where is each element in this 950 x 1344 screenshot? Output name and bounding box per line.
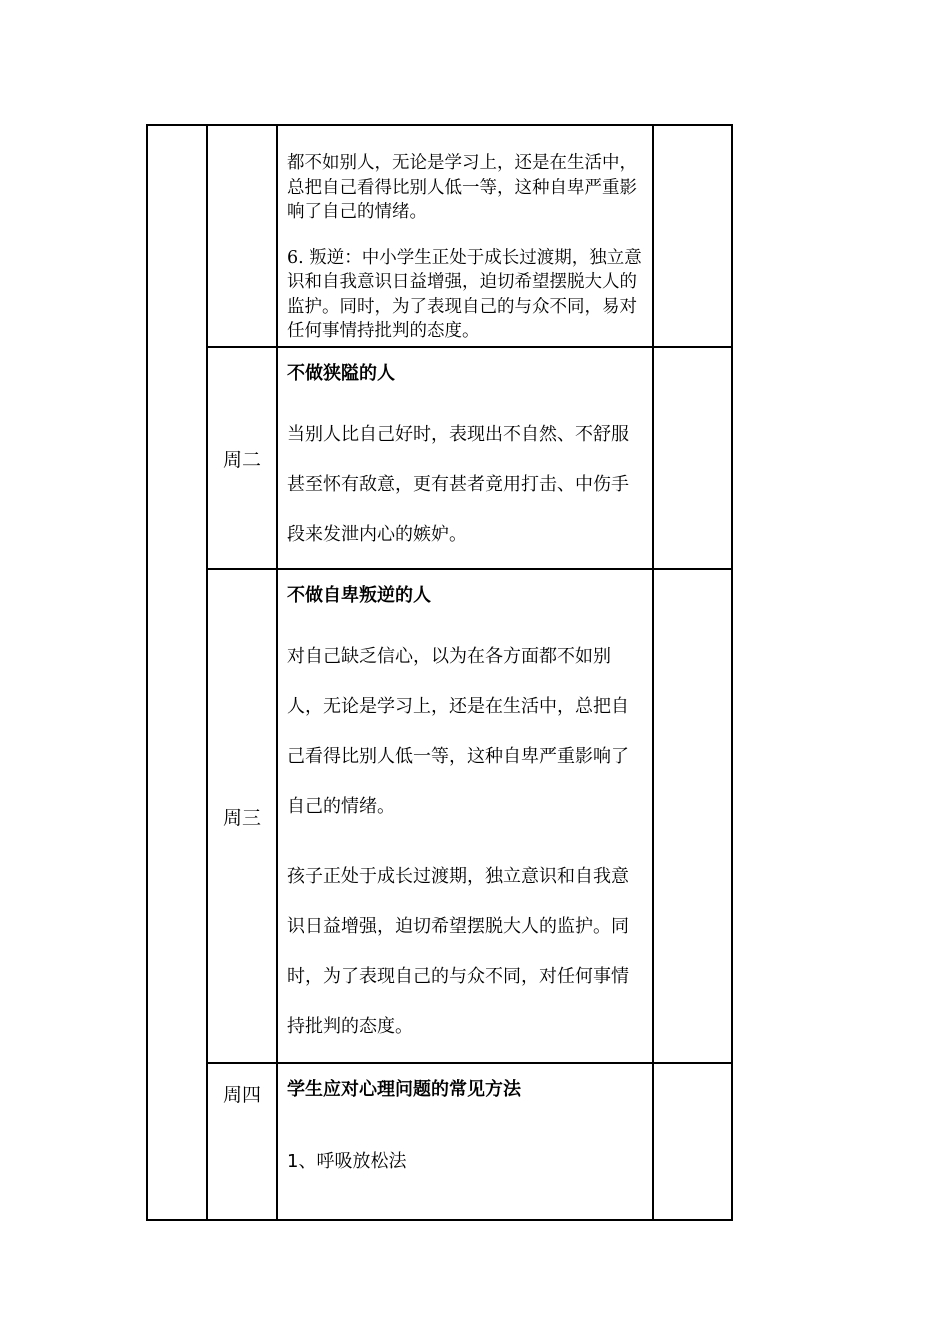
paragraph: 当别人比自己好时，表现出不自然、不舒服甚至怀有敌意，更有甚者竟用打击、中伤手段来发泄内心的嫉妒。 bbox=[287, 424, 629, 545]
content-cell bbox=[277, 1063, 653, 1220]
table-row bbox=[147, 347, 732, 569]
table-row bbox=[147, 1063, 732, 1220]
section-heading: 学生应对心理问题的常见方法 bbox=[287, 1079, 521, 1100]
day-cell bbox=[207, 569, 277, 1063]
day-cell bbox=[207, 347, 277, 569]
empty-right-cell bbox=[653, 347, 732, 569]
empty-right-cell bbox=[653, 1063, 732, 1220]
schedule-table bbox=[146, 124, 733, 1221]
day-cell bbox=[207, 125, 277, 347]
paragraph: 对自己缺乏信心，以为在各方面都不如别人，无论是学习上，还是在生活中，总把自己看得比别人低一等，这种自卑严重影响了自己的情绪。 bbox=[287, 646, 629, 817]
table-row bbox=[147, 569, 732, 1063]
empty-left-cell bbox=[147, 125, 207, 1220]
paragraph: 都不如别人，无论是学习上，还是在生活中，总把自己看得比别人低一等，这种自卑严重影响了自己的情绪。 bbox=[287, 153, 637, 222]
day-label: 周二 bbox=[222, 448, 261, 471]
list-item: 1、呼吸放松法 bbox=[287, 1151, 407, 1172]
day-label: 周四 bbox=[222, 1084, 261, 1106]
empty-right-cell bbox=[653, 569, 732, 1063]
content-cell bbox=[277, 569, 653, 1063]
table-row bbox=[147, 125, 732, 347]
day-cell bbox=[207, 1063, 277, 1220]
day-label: 周三 bbox=[222, 806, 261, 829]
section-heading: 不做自卑叛逆的人 bbox=[287, 585, 431, 606]
paragraph: 孩子正处于成长过渡期，独立意识和自我意识日益增强，迫切希望摆脱大人的监护。同时，为了表现自己的与众不同，对任何事情持批判的态度。 bbox=[287, 866, 629, 1037]
content-cell bbox=[277, 347, 653, 569]
section-heading: 不做狭隘的人 bbox=[287, 363, 395, 384]
content-cell bbox=[277, 125, 653, 347]
paragraph: 6. 叛逆：中小学生正处于成长过渡期，独立意识和自我意识日益增强，迫切希望摆脱大人的监护。同时，为了表现自己的与众不同，易对任何事情持批判的态度。 bbox=[287, 247, 642, 341]
empty-right-cell bbox=[653, 125, 732, 347]
